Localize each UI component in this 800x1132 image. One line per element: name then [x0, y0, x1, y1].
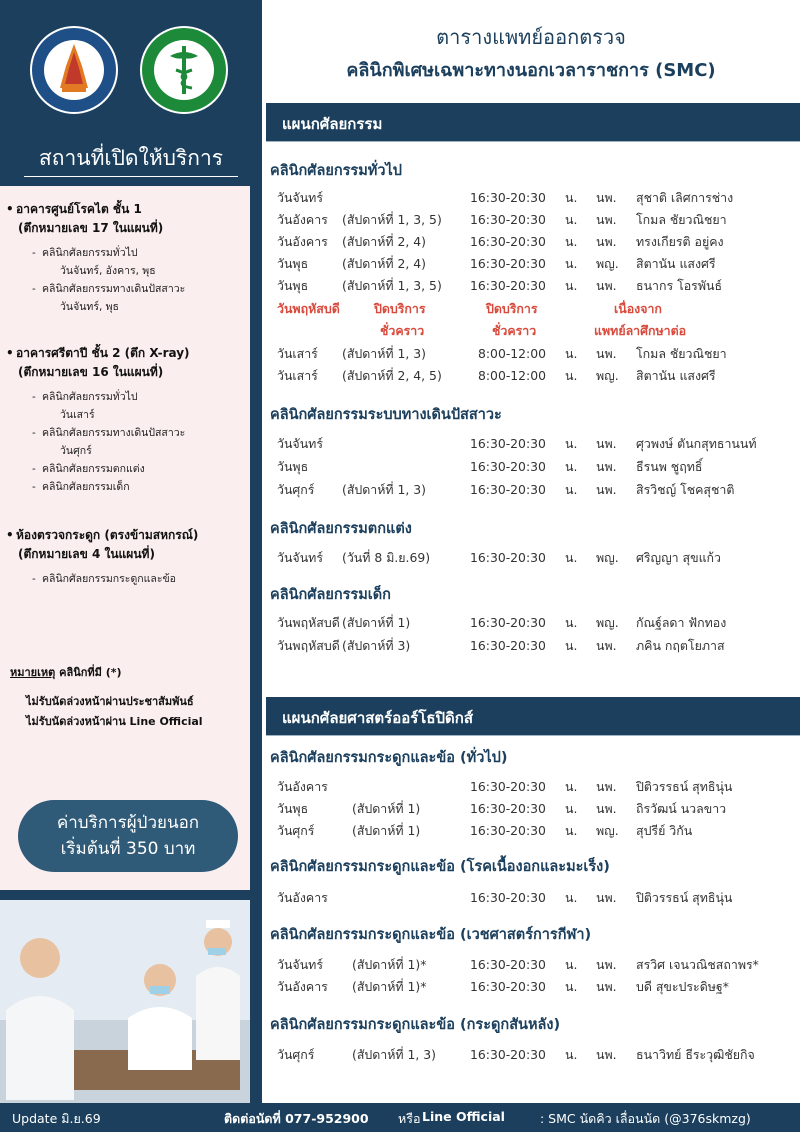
- schedule-row: [0, 887, 800, 909]
- time-cell: 16:30-20:30: [470, 957, 546, 972]
- time-cell: 16:30-20:30: [470, 459, 546, 474]
- title-cell: พญ.: [596, 256, 619, 271]
- title-cell: นพ.: [596, 482, 617, 497]
- week-cell: (สัปดาห์ที่ 1): [352, 823, 421, 838]
- page-title: ตารางแพทย์ออกตรวจ: [436, 25, 626, 49]
- schedule-row: [0, 275, 800, 297]
- price-line-1: ค่าบริการผู้ป่วยนอก: [56, 813, 200, 833]
- clinic-days: วันเสาร์: [60, 409, 95, 421]
- time-cell: 16:30-20:30: [470, 278, 546, 293]
- doctor-name-cell: สิตานัน แสงศรี: [636, 368, 716, 383]
- footer-bar: [0, 1103, 800, 1132]
- doctor-name-cell: โกมล ชัยวณิชยา: [636, 212, 727, 227]
- site-bone-exam-room: • ห้องตรวจกระดูก (ตรงข้ามสหกรณ์) (ตึกหมายเลข 4 ในแผนที่) - คลินิกศัลยกรรมกระดูกและข้อ: [6, 526, 250, 588]
- contact-or: หรือ: [398, 1111, 421, 1126]
- list-item: - คลินิกศัลยกรรมทางเดินปัสสาวะ: [32, 427, 186, 439]
- title-cell: นพ.: [596, 346, 617, 361]
- day-cell: วันเสาร์: [277, 346, 318, 361]
- title-cell: พญ.: [596, 823, 619, 838]
- time-cell: 16:30-20:30: [470, 979, 546, 994]
- logo-area: [0, 0, 262, 130]
- doctor-name-cell: ธนากร โอรพันธ์: [636, 278, 723, 293]
- title-cell: นพ.: [596, 234, 617, 249]
- clinic-title: คลินิกศัลยกรรมเด็ก: [270, 587, 391, 603]
- schedule-row: [0, 954, 800, 976]
- schedule-row: [0, 343, 800, 365]
- week-cell: (สัปดาห์ที่ 1): [352, 801, 421, 816]
- schedule-row: [0, 612, 800, 634]
- unit-cell: น.: [565, 346, 578, 361]
- title-cell: นพ.: [596, 979, 617, 994]
- doctor-name-cell: สุชาติ เลิศการช่าง: [636, 190, 734, 205]
- site-subtitle: (ตึกหมายเลข 16 ในแผนที่): [18, 365, 164, 379]
- title-cell: พญ.: [596, 368, 619, 383]
- contact-phone: ติดต่อนัดที่ 077-952900: [224, 1111, 369, 1126]
- unit-cell: น.: [565, 482, 578, 497]
- week-cell: (สัปดาห์ที่ 1, 3): [342, 346, 427, 361]
- time-cell: 16:30-20:30: [470, 890, 546, 905]
- time-cell: 16:30-20:30: [470, 212, 546, 227]
- closed-notice-row: วันพฤหัสบดี ปิดบริการ ชั่วคราว ปิดบริการ ชั่วคราว เนื่องจาก แพทย์ลาศึกษาต่อ: [0, 298, 800, 342]
- title-cell: นพ.: [596, 801, 617, 816]
- price-line-2: เริ่มต้นที่ 350 บาท: [60, 839, 196, 859]
- department-banner: [266, 697, 800, 735]
- week-cell: (สัปดาห์ที่ 2, 4): [342, 256, 427, 271]
- time-cell: 16:30-20:30: [470, 256, 546, 271]
- time-cell: 16:30-20:30: [470, 615, 546, 630]
- title-cell: นพ.: [596, 190, 617, 205]
- schedule-row: [0, 635, 800, 657]
- doctor-name-cell: ถิรวัฒน์ นวลขาว: [636, 801, 727, 816]
- list-item: - คลินิกศัลยกรรมเด็ก: [32, 481, 130, 493]
- clinic-title: คลินิกศัลยกรรมตกแต่ง: [270, 521, 412, 537]
- day-cell: วันพุธ: [277, 459, 309, 474]
- title-cell: นพ.: [596, 890, 617, 905]
- title-cell: นพ.: [596, 638, 617, 653]
- doctor-name-cell: ธนาวิทย์ ธีระวุฒิชัยกิจ: [636, 1047, 755, 1062]
- day-cell: วันพุธ: [277, 256, 309, 271]
- hospital-seal-icon: [30, 26, 118, 114]
- week-cell: (สัปดาห์ที่ 1, 3, 5): [342, 212, 442, 227]
- day-cell: วันอังคาร: [277, 979, 328, 994]
- unit-cell: น.: [565, 368, 578, 383]
- doctor-name-cell: สิตานัน แสงศรี: [636, 256, 716, 271]
- doctor-name-cell: สิรวิชญ์ โชคสุชาติ: [636, 482, 735, 497]
- day-cell: วันจันทร์: [277, 190, 323, 205]
- site-clinic-list: [6, 570, 250, 588]
- site-subtitle: (ตึกหมายเลข 17 ในแผนที่): [18, 221, 164, 235]
- unit-cell: น.: [565, 550, 578, 565]
- unit-cell: น.: [565, 436, 578, 451]
- list-item: - คลินิกศัลยกรรมทั่วไป: [32, 247, 138, 259]
- unit-cell: น.: [565, 823, 578, 838]
- site-subtitle: (ตึกหมายเลข 4 ในแผนที่): [18, 547, 155, 561]
- unit-cell: น.: [565, 278, 578, 293]
- list-item: - คลินิกศัลยกรรมตกแต่ง: [32, 463, 145, 475]
- schedule-row: [0, 365, 800, 387]
- week-cell: (สัปดาห์ที่ 1, 3): [352, 1047, 437, 1062]
- unit-cell: น.: [565, 1047, 578, 1062]
- doctor-name-cell: บดี สุขะประดิษฐ*: [636, 979, 729, 994]
- site-title: อาคารศรีตาปี ชั้น 2 (ตึก X-ray): [16, 346, 190, 360]
- clinic-title: คลินิกศัลยกรรมกระดูกและข้อ (เวชศาสตร์การกีฬา): [270, 927, 592, 943]
- time-cell: 16:30-20:30: [470, 823, 546, 838]
- department-name: แผนกศัลยกรรม: [282, 115, 383, 133]
- remark-note: [10, 664, 250, 732]
- schedule-row: [0, 820, 800, 842]
- unit-cell: น.: [565, 256, 578, 271]
- hospital-logo: [30, 26, 118, 114]
- title-cell: นพ.: [596, 212, 617, 227]
- day-cell: วันอังคาร: [277, 234, 328, 249]
- schedule-row: [0, 209, 800, 231]
- time-cell: 16:30-20:30: [470, 801, 546, 816]
- title-cell: พญ.: [596, 615, 619, 630]
- day-cell: วันอังคาร: [277, 212, 328, 227]
- department-underline: [266, 141, 800, 142]
- schedule-row: [0, 253, 800, 275]
- ministry-logo: [140, 26, 228, 114]
- doctor-name-cell: ธีรนพ ชูฤทธิ์: [636, 459, 703, 474]
- time-cell: 16:30-20:30: [470, 1047, 546, 1062]
- week-cell: (สัปดาห์ที่ 1)*: [352, 979, 427, 994]
- doctor-name-cell: ทรงเกียรติ อยู่คง: [636, 234, 724, 249]
- schedule-row: [0, 547, 800, 569]
- doctor-photo-illustration: [0, 900, 250, 1103]
- week-cell: (สัปดาห์ที่ 2, 4, 5): [342, 368, 442, 383]
- day-cell: วันพุธ: [277, 278, 309, 293]
- site-kidney-center: • อาคารศูนย์โรคไต ชั้น 1 (ตึกหมายเลข 17 ในแผนที่) - คลินิกศัลยกรรมทั่วไป วันจันทร์, อังคาร, พุธ - คลินิกศัลยกรรมทางเดินปัสสาวะ วันจันทร์, พุธ: [6, 200, 250, 316]
- clinic-title: คลินิกศัลยกรรมกระดูกและข้อ (ทั่วไป): [270, 750, 508, 766]
- time-cell: 16:30-20:30: [470, 779, 546, 794]
- doctor-name-cell: โกมล ชัยวณิชยา: [636, 346, 727, 361]
- time-cell: 16:30-20:30: [470, 234, 546, 249]
- remark-line: ไม่รับนัดล่วงหน้าผ่าน Line Official: [26, 715, 203, 728]
- closed-day: วันพฤหัสบดี: [277, 301, 340, 316]
- clinic-title: คลินิกศัลยกรรมระบบทางเดินปัสสาวะ: [270, 407, 502, 423]
- day-cell: วันพฤหัสบดี: [277, 615, 340, 630]
- schedule-row: [0, 776, 800, 798]
- unit-cell: น.: [565, 190, 578, 205]
- time-cell: 16:30-20:30: [470, 638, 546, 653]
- clinic-title: คลินิกศัลยกรรมกระดูกและข้อ (โรคเนื้องอกและมะเร็ง): [270, 859, 610, 875]
- time-cell: 8:00-12:00: [478, 346, 547, 361]
- week-cell: (สัปดาห์ที่ 2, 4): [342, 234, 427, 249]
- page-subtitle: คลินิกพิเศษเฉพาะทางนอกเวลาราชการ (SMC): [346, 60, 716, 81]
- time-cell: 8:00-12:00: [478, 368, 547, 383]
- doctor-name-cell: สรวิศ เจนวณิชสถาพร*: [636, 957, 759, 972]
- schedule-row: [0, 456, 800, 478]
- remark-label: หมายเหตุ: [10, 666, 56, 679]
- title-cell: นพ.: [596, 436, 617, 451]
- doctor-name-cell: สุปรีย์ วิกัน: [636, 823, 693, 838]
- unit-cell: น.: [565, 638, 578, 653]
- week-cell: (วันที่ 8 มิ.ย.69): [342, 550, 431, 565]
- time-cell: 16:30-20:30: [470, 436, 546, 451]
- clinic-scene-icon: [0, 900, 250, 1103]
- department-underline: [266, 735, 800, 736]
- doctor-name-cell: ศริญญา สุขแก้ว: [636, 550, 722, 565]
- unit-cell: น.: [565, 779, 578, 794]
- unit-cell: น.: [565, 890, 578, 905]
- day-cell: วันพุธ: [277, 801, 309, 816]
- title-cell: พญ.: [596, 550, 619, 565]
- week-cell: (สัปดาห์ที่ 3): [342, 638, 411, 653]
- doctor-name-cell: ภคิน กฤตโยภาส: [636, 638, 725, 653]
- title-cell: นพ.: [596, 779, 617, 794]
- site-sritapi-building: • อาคารศรีตาปี ชั้น 2 (ตึก X-ray) (ตึกหมายเลข 16 ในแผนที่) - คลินิกศัลยกรรมทั่วไป วันเสาร์ - คลินิกศัลยกรรมทางเดินปัสสาวะ วันศุกร์ - คลินิกศัลยกรรมตกแต่ง - คลินิกศัลยกรรมเด็ก: [6, 344, 250, 496]
- week-cell: (สัปดาห์ที่ 1)*: [352, 957, 427, 972]
- schedule-row: [0, 976, 800, 998]
- ministry-seal-icon: [140, 26, 228, 114]
- day-cell: วันอังคาร: [277, 779, 328, 794]
- doctor-name-cell: กัณฐ์ลดา ฟักทอง: [636, 615, 727, 630]
- doctor-name-cell: ปิติวรรธน์ สุทธินุ่น: [636, 890, 733, 905]
- department-banner: [266, 103, 800, 141]
- title-cell: นพ.: [596, 278, 617, 293]
- clinic-days: วันศุกร์: [60, 445, 92, 457]
- day-cell: วันเสาร์: [277, 368, 318, 383]
- day-cell: วันพฤหัสบดี: [277, 638, 340, 653]
- title-cell: นพ.: [596, 957, 617, 972]
- doctor-name-cell: ศุวพงษ์ ตันกสุทธานนท์: [636, 436, 757, 451]
- unit-cell: น.: [565, 459, 578, 474]
- unit-cell: น.: [565, 979, 578, 994]
- update-label: Update มิ.ย.69: [12, 1111, 101, 1126]
- unit-cell: น.: [565, 615, 578, 630]
- schedule-row: [0, 187, 800, 209]
- clinic-days: วันจันทร์, พุธ: [60, 301, 119, 313]
- schedule-row: [0, 798, 800, 820]
- venue-heading: สถานที่เปิดให้บริการ: [38, 146, 224, 170]
- title-cell: นพ.: [596, 1047, 617, 1062]
- week-cell: (สัปดาห์ที่ 1, 3, 5): [342, 278, 442, 293]
- site-title: ห้องตรวจกระดูก (ตรงข้ามสหกรณ์): [16, 528, 199, 542]
- day-cell: วันจันทร์: [277, 957, 323, 972]
- list-item: - คลินิกศัลยกรรมทั่วไป: [32, 391, 138, 403]
- department-name: แผนกศัลยศาสตร์ออร์โธปิดิกส์: [282, 709, 473, 727]
- list-item: - คลินิกศัลยกรรมกระดูกและข้อ: [32, 573, 176, 585]
- schedule-row: [0, 1044, 800, 1066]
- day-cell: วันศุกร์: [277, 1047, 315, 1062]
- list-item: - คลินิกศัลยกรรมทางเดินปัสสาวะ: [32, 283, 186, 295]
- schedule-row: [0, 433, 800, 455]
- schedule-row: [0, 479, 800, 501]
- unit-cell: น.: [565, 234, 578, 249]
- line-official-id: : SMC นัดคิว เลื่อนนัด (@376skmzg): [540, 1111, 751, 1126]
- doctor-name-cell: ปิติวรรธน์ สุทธินุ่น: [636, 779, 733, 794]
- remark-line: ไม่รับนัดล่วงหน้าผ่านประชาสัมพันธ์: [26, 695, 194, 708]
- unit-cell: น.: [565, 957, 578, 972]
- line-official-label: Line Official: [422, 1109, 505, 1124]
- site-title: อาคารศูนย์โรคไต ชั้น 1: [16, 202, 142, 216]
- week-cell: (สัปดาห์ที่ 1): [342, 615, 411, 630]
- remark-title: คลินิกที่มี (*): [55, 666, 122, 679]
- unit-cell: น.: [565, 801, 578, 816]
- clinic-title: คลินิกศัลยกรรมทั่วไป: [270, 163, 402, 179]
- day-cell: วันศุกร์: [277, 823, 315, 838]
- week-cell: (สัปดาห์ที่ 1, 3): [342, 482, 427, 497]
- time-cell: 16:30-20:30: [470, 190, 546, 205]
- day-cell: วันศุกร์: [277, 482, 315, 497]
- day-cell: วันจันทร์: [277, 436, 323, 451]
- clinic-days: วันจันทร์, อังคาร, พุธ: [60, 265, 156, 277]
- clinic-title: คลินิกศัลยกรรมกระดูกและข้อ (กระดูกสันหลัง): [270, 1017, 561, 1033]
- heading-underline: [24, 176, 238, 177]
- time-cell: 16:30-20:30: [470, 482, 546, 497]
- day-cell: วันจันทร์: [277, 550, 323, 565]
- time-cell: 16:30-20:30: [470, 550, 546, 565]
- day-cell: วันอังคาร: [277, 890, 328, 905]
- title-cell: นพ.: [596, 459, 617, 474]
- schedule-row: [0, 231, 800, 253]
- unit-cell: น.: [565, 212, 578, 227]
